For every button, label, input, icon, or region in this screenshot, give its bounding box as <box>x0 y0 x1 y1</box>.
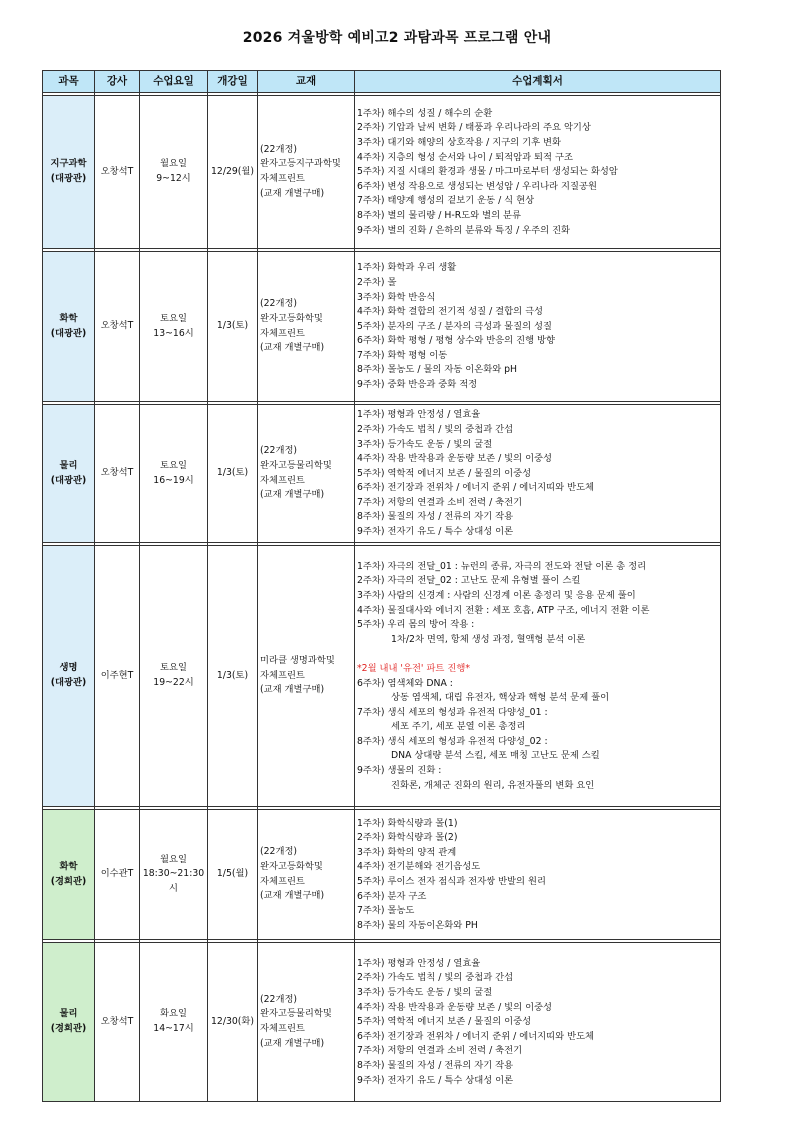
subject-cell <box>43 252 95 402</box>
start-cell: 1/3(토) <box>208 546 258 807</box>
start-cell: 1/3(토) <box>208 252 258 402</box>
subject-line: (대광관) <box>50 327 87 339</box>
days-line: 토요일 <box>160 662 187 674</box>
plan-line: 6주차) 전기장과 전위차 / 에너지 준위 / 에너지띠와 반도체 <box>357 482 595 494</box>
subject-line: 물리 <box>59 459 78 471</box>
plan-line: 2주차) 기압과 날씨 변화 / 태풍과 우리나라의 주요 악기상 <box>357 122 591 134</box>
book-cell <box>258 405 355 543</box>
plan-cell <box>355 405 721 543</box>
days-line: 13~16시 <box>153 327 194 339</box>
header-book: 교재 <box>258 71 355 93</box>
days-cell <box>140 943 208 1102</box>
header-days: 수업요일 <box>140 71 208 93</box>
plan-line: 2주차) 가속도 법칙 / 빛의 중첩과 간섭 <box>357 972 514 984</box>
plan-line: 6주차) 화학 평형 / 평형 상수와 반응의 진행 방향 <box>357 335 555 347</box>
course-body <box>43 93 721 1102</box>
plan-line: 3주차) 등가속도 운동 / 빛의 굴절 <box>357 438 493 450</box>
plan-line <box>357 647 720 662</box>
plan-line: 5주차) 분자의 구조 / 분자의 극성과 물질의 성질 <box>357 320 553 332</box>
start-cell: 1/3(토) <box>208 405 258 543</box>
plan-line: 1주차) 평형과 안정성 / 열효율 <box>357 409 481 421</box>
book-cell <box>258 252 355 402</box>
book-line: 완자고등화학및 <box>260 312 323 324</box>
plan-line: 9주차) 전자기 유도 / 특수 상대성 이론 <box>357 1074 514 1086</box>
start-cell: 12/30(화) <box>208 943 258 1102</box>
days-cell <box>140 252 208 402</box>
days-line: 시 <box>169 882 178 894</box>
book-line: (22개정) <box>260 143 298 155</box>
days-line: 19~22시 <box>153 677 194 688</box>
book-line: 완자고등화학및 <box>260 860 323 872</box>
plan-line: 상동 염색체, 대립 유전자, 핵상과 핵형 분석 문제 풀이 <box>391 692 610 704</box>
course-row <box>43 546 721 807</box>
days-line: 화요일 <box>160 1008 187 1020</box>
subject-cell <box>43 810 95 940</box>
subject-cell <box>43 96 95 249</box>
header-subject: 과목 <box>43 71 95 93</box>
plan-line: 9주차) 전자기 유도 / 특수 상대성 이론 <box>357 526 514 538</box>
subject-line: (경희관) <box>50 1023 87 1034</box>
header-row <box>43 71 721 93</box>
plan-note: *2월 내내 '유전' 파트 진행* <box>357 662 470 674</box>
plan-line: 세포 주기, 세포 분열 이론 총정리 <box>391 721 526 733</box>
plan-line: 5주차) 루이스 전자 점식과 전자쌍 반발의 원리 <box>357 876 546 887</box>
book-cell <box>258 810 355 940</box>
book-line: 완자고등지구과학및 <box>260 158 341 170</box>
subject-line: 화학 <box>59 860 78 872</box>
plan-line: 2주차) 화학식량과 몰(2) <box>357 832 458 844</box>
plan-line: 1주차) 자극의 전달_01 : 뉴런의 종류, 자극의 전도와 전달 이론 총 정리 <box>357 560 647 572</box>
subject-line: (대광관) <box>50 677 87 688</box>
plan-line: 6주차) 염색체와 DNA : <box>357 677 453 689</box>
subject-line: (대광관) <box>50 173 87 184</box>
plan-line: 8주차) 몰농도 / 물의 자동 이온화와 pH <box>357 364 518 376</box>
days-line: 16~19시 <box>153 474 194 486</box>
teacher-cell: 오창석T <box>95 252 140 402</box>
teacher-cell: 오창석T <box>95 943 140 1102</box>
header-start: 개강일 <box>208 71 258 93</box>
plan-line: 3주차) 화학의 양적 관계 <box>357 846 457 858</box>
page-title: 2026 겨울방학 예비고2 과탐과목 프로그램 안내 <box>242 30 552 46</box>
days-line: 토요일 <box>160 312 187 324</box>
days-cell <box>140 546 208 807</box>
plan-line: 5주차) 역학적 에너지 보존 / 물질의 이중성 <box>357 467 532 479</box>
days-cell <box>140 96 208 249</box>
plan-line: 5주차) 우리 몸의 방어 작용 : <box>357 619 475 631</box>
plan-line: 9주차) 중화 반응과 중화 적정 <box>357 379 478 391</box>
plan-line: 1차/2차 면역, 항체 생성 과정, 혈액형 분석 이론 <box>391 633 586 645</box>
start-cell: 1/5(월) <box>208 810 258 940</box>
book-line: 완자고등물리학및 <box>260 459 332 471</box>
plan-line: 1주차) 화학과 우리 생활 <box>357 262 457 274</box>
days-line: 토요일 <box>160 459 187 471</box>
plan-line: 4주차) 작용 반작용과 운동량 보존 / 빛의 이중성 <box>357 1001 553 1013</box>
plan-line: 1주차) 평형과 안정성 / 열효율 <box>357 957 481 969</box>
plan-line: 8주차) 별의 물리량 / H-R도와 별의 분류 <box>357 209 521 221</box>
plan-line: 3주차) 대기와 해양의 상호작용 / 지구의 기후 변화 <box>357 137 561 149</box>
plan-line: 7주차) 저항의 연결과 소비 전력 / 축전기 <box>357 496 523 508</box>
book-line: 자체프린트 <box>260 875 305 887</box>
plan-line: 3주차) 화학 반응식 <box>357 291 436 303</box>
book-line: (22개정) <box>260 993 298 1005</box>
book-line: 자체프린트 <box>260 327 305 339</box>
schedule-table <box>42 70 721 1102</box>
book-cell <box>258 96 355 249</box>
book-line: 미라클 생명과학및 <box>260 655 335 667</box>
teacher-cell: 오창석T <box>95 405 140 543</box>
course-row <box>43 405 721 543</box>
plan-line: 3주차) 사람의 신경계 : 사람의 신경계 이론 총정리 및 응용 문제 풀이 <box>357 589 636 601</box>
plan-cell <box>355 252 721 402</box>
plan-line: 3주차) 등가속도 운동 / 빛의 굴절 <box>357 987 493 999</box>
plan-line: 2주차) 몰 <box>357 276 397 288</box>
days-line: 14~17시 <box>153 1023 194 1034</box>
plan-line: 8주차) 물질의 자성 / 전류의 자기 작용 <box>357 1059 514 1071</box>
header-plan: 수업계획서 <box>355 71 721 93</box>
plan-line: 7주차) 태양계 행성의 겉보기 운동 / 식 현상 <box>357 195 535 207</box>
book-cell <box>258 943 355 1102</box>
course-row <box>43 943 721 1102</box>
book-line: 자체프린트 <box>260 173 305 184</box>
plan-line: 1주차) 해수의 성질 / 해수의 순환 <box>357 107 493 119</box>
subject-line: 지구과학 <box>50 158 87 170</box>
plan-line: 4주차) 화학 결합의 전기적 성질 / 결합의 극성 <box>357 306 544 318</box>
book-line: 자체프린트 <box>260 474 305 486</box>
course-row <box>43 96 721 249</box>
subject-cell <box>43 546 95 807</box>
header-teacher: 강사 <box>95 71 140 93</box>
plan-line: 4주차) 전기분해와 전기음성도 <box>357 861 481 873</box>
plan-line: 8주차) 물질의 자성 / 전류의 자기 작용 <box>357 511 514 523</box>
subject-line: 물리 <box>59 1008 78 1020</box>
book-line: (교재 개별구매) <box>260 684 325 696</box>
subject-line: 생명 <box>59 662 78 674</box>
plan-line: 6주차) 분자 구조 <box>357 890 427 902</box>
plan-line: DNA 상대량 분석 스킬, 세포 매칭 고난도 문제 스킬 <box>391 750 600 762</box>
book-line: (교재 개별구매) <box>260 890 325 902</box>
subject-line: (경희관) <box>50 875 87 887</box>
plan-cell <box>355 546 721 807</box>
subject-cell <box>43 943 95 1102</box>
teacher-cell: 이주현T <box>95 546 140 807</box>
subject-cell <box>43 405 95 543</box>
plan-line: 2주차) 자극의 전달_02 : 고난도 문제 유형별 풀이 스킬 <box>357 575 581 587</box>
subject-line: 화학 <box>59 312 78 324</box>
subject-line: (대광관) <box>50 474 87 486</box>
plan-line: 5주차) 지질 시대의 환경과 생물 / 마그마로부터 생성되는 화성암 <box>357 166 618 178</box>
plan-line: 9주차) 별의 진화 / 은하의 분류와 특징 / 우주의 진화 <box>357 224 571 236</box>
plan-line: 7주차) 몰농도 <box>357 905 415 917</box>
plan-line: 7주차) 저항의 연결과 소비 전력 / 축전기 <box>357 1045 523 1057</box>
plan-line: 6주차) 변성 작용으로 생성되는 변성암 / 우리나라 지질공원 <box>357 180 597 192</box>
book-cell <box>258 546 355 807</box>
plan-line: 8주차) 생식 세포의 형성과 유전적 다양성_02 : <box>357 735 548 747</box>
plan-line: 7주차) 생식 세포의 형성과 유전적 다양성_01 : <box>357 706 548 718</box>
plan-line: 4주차) 지층의 형성 순서와 나이 / 퇴적암과 퇴적 구조 <box>357 151 573 163</box>
plan-line: 6주차) 전기장과 전위차 / 에너지 준위 / 에너지띠와 반도체 <box>357 1030 595 1042</box>
plan-line: 2주차) 가속도 법칙 / 빛의 중첩과 간섭 <box>357 423 514 435</box>
plan-line: 9주차) 생물의 진화 : <box>357 765 442 777</box>
plan-line: 4주차) 물질대사와 에너지 전환 : 세포 호흡, ATP 구조, 에너지 전환 이론 <box>357 604 650 616</box>
days-cell <box>140 405 208 543</box>
plan-line: 5주차) 역학적 에너지 보존 / 물질의 이중성 <box>357 1016 532 1028</box>
book-line: 완자고등물리학및 <box>260 1008 332 1020</box>
course-row <box>43 252 721 402</box>
book-line: 자체프린트 <box>260 1023 305 1034</box>
course-row <box>43 810 721 940</box>
book-line: (22개정) <box>260 298 298 310</box>
days-line: 월요일 <box>160 158 187 170</box>
book-line: 자체프린트 <box>260 669 305 681</box>
teacher-cell: 오창석T <box>95 96 140 249</box>
book-line: (교재 개별구매) <box>260 1037 325 1049</box>
days-line: 9~12시 <box>156 173 191 184</box>
plan-cell <box>355 943 721 1102</box>
plan-line: 7주차) 화학 평형 이동 <box>357 349 448 361</box>
book-line: (22개정) <box>260 445 298 457</box>
days-line: 18:30~21:30 <box>142 868 205 880</box>
start-cell: 12/29(월) <box>208 96 258 249</box>
plan-line: 8주차) 물의 자동이온화와 PH <box>357 919 478 931</box>
plan-line: 진화론, 개체군 진화의 원리, 유전자풀의 변화 요인 <box>391 779 595 791</box>
plan-cell <box>355 810 721 940</box>
teacher-cell: 이수관T <box>95 810 140 940</box>
days-line: 월요일 <box>160 853 187 865</box>
plan-line: 1주차) 화학식량과 몰(1) <box>357 817 458 829</box>
book-line: (교재 개별구매) <box>260 187 325 199</box>
plan-cell <box>355 96 721 249</box>
book-line: (교재 개별구매) <box>260 489 325 501</box>
book-line: (22개정) <box>260 846 298 858</box>
days-cell <box>140 810 208 940</box>
book-line: (교재 개별구매) <box>260 342 325 354</box>
plan-line: 4주차) 작용 반작용과 운동량 보존 / 빛의 이중성 <box>357 453 553 465</box>
